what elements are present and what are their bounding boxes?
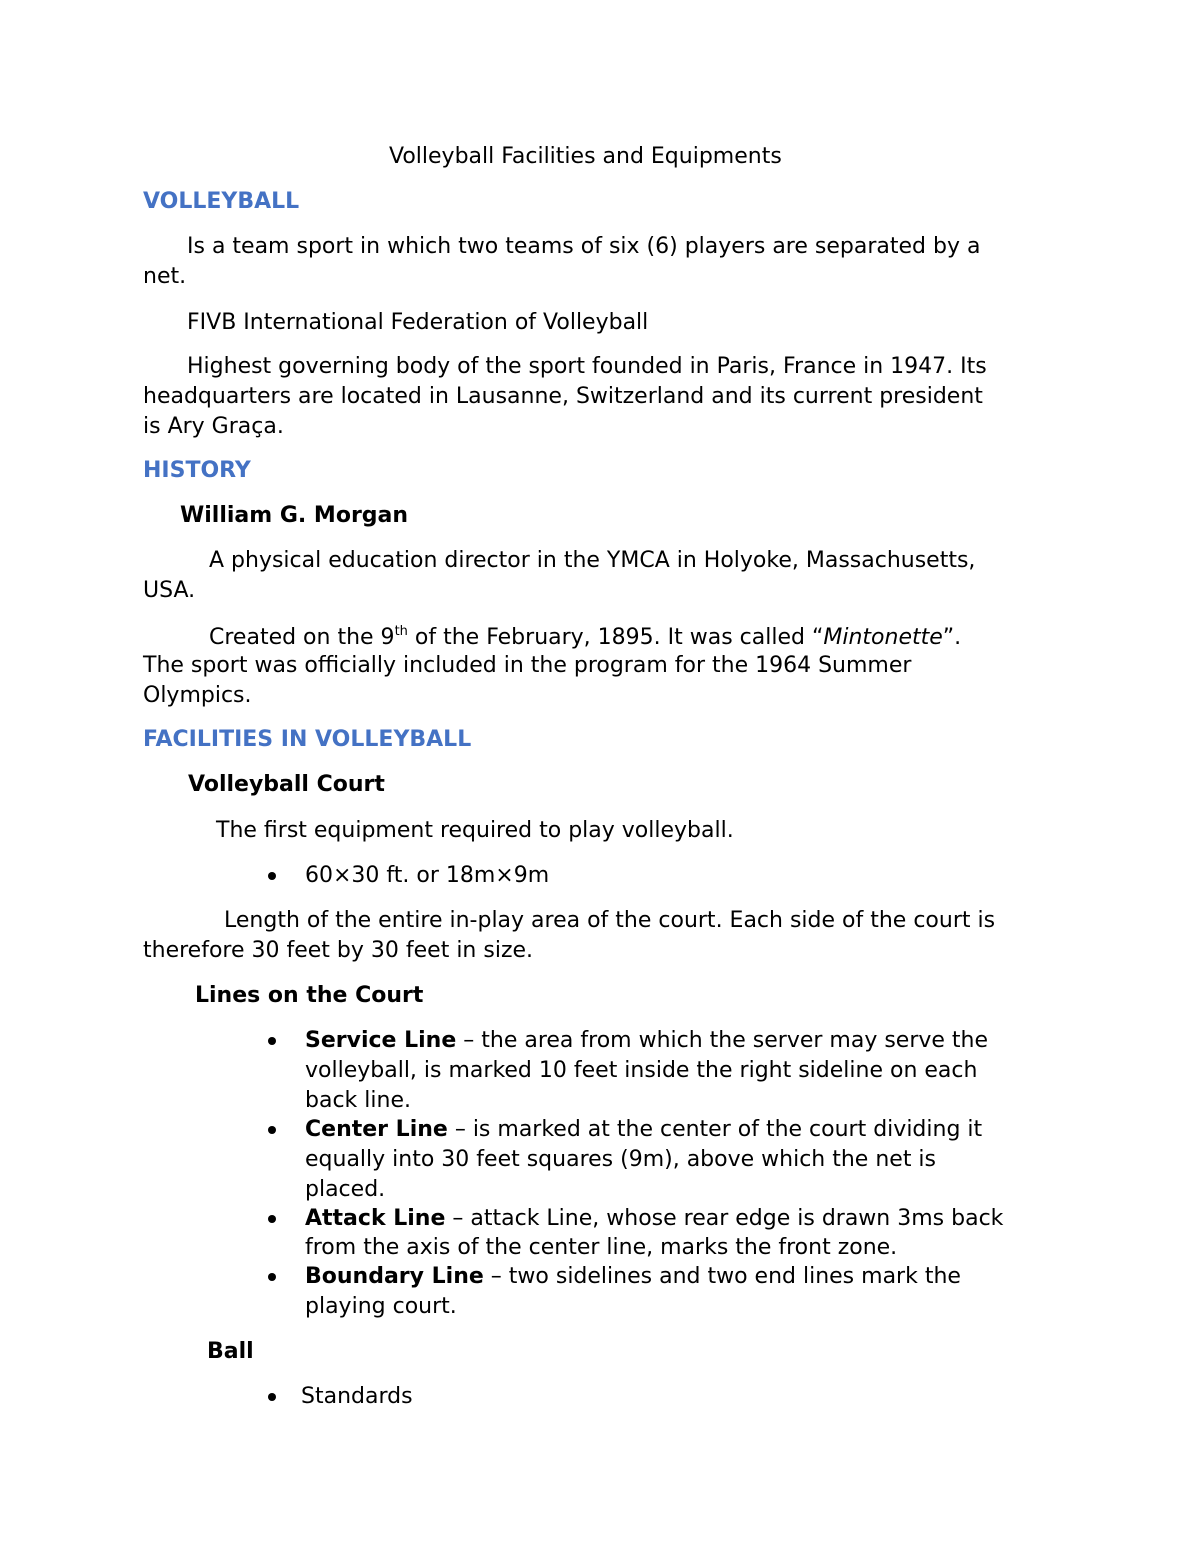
boundary-line-text: – two sidelines and two end lines mark the xyxy=(483,1264,961,1289)
attack-line-term: Attack Line xyxy=(305,1206,446,1231)
volleyball-definition-line-2: net. xyxy=(143,264,187,289)
center-line-text: – is marked at the center of the court dividing it xyxy=(447,1117,983,1142)
morgan-description-line-2: USA. xyxy=(143,578,196,603)
court-first-equipment: The first equipment required to play volleyball. xyxy=(216,818,734,843)
heading-history: HISTORY xyxy=(143,458,251,483)
boundary-line-term: Boundary Line xyxy=(305,1264,484,1289)
governing-body-line-1: Highest governing body of the sport founded in Paris, France in 1947. Its xyxy=(187,354,987,379)
service-line-item-line-1 xyxy=(305,1030,988,1052)
service-line-term: Service Line xyxy=(305,1028,457,1053)
subheading-volleyball-court: Volleyball Court xyxy=(188,772,385,797)
mintonette-name: Mintonette xyxy=(823,625,943,650)
attack-line-text: – attack Line, whose rear edge is drawn 3ms back xyxy=(445,1206,1004,1231)
court-dimensions: 60×30 ft. or 18m×9m xyxy=(305,863,550,888)
created-text-middle: of the February, 1895. It was called “ xyxy=(407,625,824,650)
volleyball-definition-line-1: Is a team sport in which two teams of six (6) players are separated by a xyxy=(187,234,981,259)
created-line xyxy=(209,625,961,649)
morgan-description-line-1: A physical education director in the YMCA in Holyoke, Massachusetts, xyxy=(209,548,976,573)
heading-volleyball: VOLLEYBALL xyxy=(143,189,300,214)
ball-standards-item: Standards xyxy=(301,1384,413,1409)
governing-body-line-3: is Ary Graça. xyxy=(143,414,284,439)
center-line-item-line-3: placed. xyxy=(305,1177,386,1202)
attack-line-item-line-2: from the axis of the center line, marks the front zone. xyxy=(305,1235,898,1260)
heading-facilities: FACILITIES IN VOLLEYBALL xyxy=(143,727,472,752)
bullet-icon xyxy=(268,872,276,880)
olympics-line-1: The sport was officially included in the program for the 1964 Summer xyxy=(143,653,912,678)
bullet-icon xyxy=(268,1393,276,1401)
bullet-icon xyxy=(268,1215,276,1223)
fivb-line: FIVB International Federation of Volleyball xyxy=(187,310,649,335)
court-length-line-1: Length of the entire in-play area of the court. Each side of the court is xyxy=(224,908,996,933)
created-text-end: ”. xyxy=(942,625,962,650)
bullet-icon xyxy=(268,1037,276,1045)
center-line-item-line-2: equally into 30 feet squares (9m), above which the net is xyxy=(305,1147,937,1172)
governing-body-line-2: headquarters are located in Lausanne, Switzerland and its current president xyxy=(143,384,983,409)
subheading-lines-on-court: Lines on the Court xyxy=(195,983,424,1008)
subheading-william-morgan: William G. Morgan xyxy=(180,503,409,528)
center-line-term: Center Line xyxy=(305,1117,448,1142)
court-length-line-2: therefore 30 feet by 30 feet in size. xyxy=(143,938,534,963)
bullet-icon xyxy=(268,1126,276,1134)
olympics-line-2: Olympics. xyxy=(143,683,252,708)
boundary-line-item-line-2: playing court. xyxy=(305,1294,457,1319)
created-text-start: Created on the 9 xyxy=(209,625,395,650)
subheading-ball: Ball xyxy=(207,1339,254,1364)
service-line-item-line-3: back line. xyxy=(305,1088,411,1113)
center-line-item-line-1 xyxy=(305,1119,982,1141)
service-line-item-line-2: volleyball, is marked 10 feet inside the right sideline on each xyxy=(305,1058,978,1083)
created-superscript: th xyxy=(394,624,408,639)
boundary-line-item-line-1 xyxy=(305,1266,961,1288)
document-title: Volleyball Facilities and Equipments xyxy=(389,144,782,169)
bullet-icon xyxy=(268,1273,276,1281)
service-line-text: – the area from which the server may serve the xyxy=(456,1028,989,1053)
attack-line-item-line-1 xyxy=(305,1208,1003,1230)
